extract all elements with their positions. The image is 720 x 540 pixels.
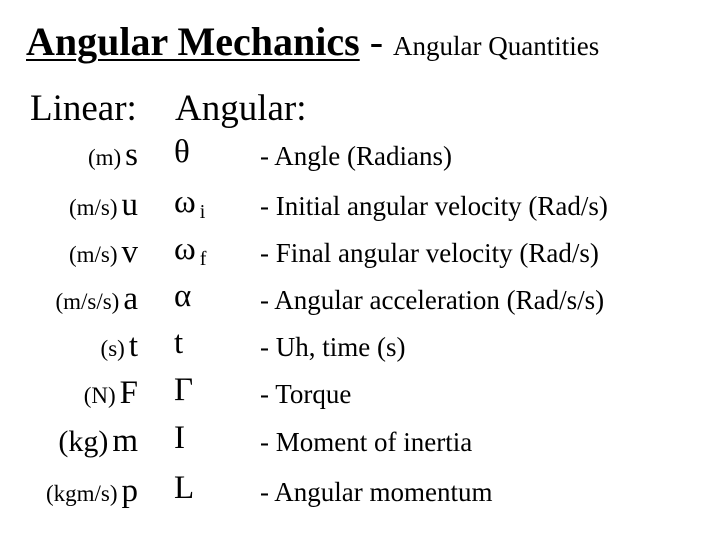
linear-quantity bbox=[69, 236, 138, 269]
linear-symbol: s bbox=[125, 137, 138, 173]
quantity-row-initial-angular-velocity bbox=[0, 182, 720, 228]
linear-unit: (s) bbox=[100, 336, 125, 361]
slide-title bbox=[26, 19, 600, 64]
quantity-description: - Angular momentum bbox=[260, 477, 493, 507]
linear-symbol: a bbox=[123, 281, 138, 317]
title-subtitle: Angular Quantities bbox=[393, 31, 600, 61]
angular-symbol bbox=[174, 422, 189, 458]
linear-symbol: F bbox=[119, 375, 138, 411]
angular-header: Angular: bbox=[175, 88, 307, 129]
linear-unit: (N) bbox=[83, 383, 116, 408]
angular-symbol-text: t bbox=[174, 325, 184, 361]
linear-quantity bbox=[55, 283, 138, 316]
angular-symbol bbox=[174, 280, 195, 316]
linear-symbol: t bbox=[128, 328, 138, 364]
angular-symbol bbox=[174, 136, 194, 172]
quantity-row-time bbox=[0, 323, 720, 369]
linear-unit: (m/s) bbox=[68, 242, 118, 267]
linear-quantity bbox=[69, 189, 138, 222]
linear-quantity bbox=[46, 475, 138, 508]
title-separator: - bbox=[359, 19, 394, 64]
quantity-row-torque bbox=[0, 370, 720, 416]
angular-symbol bbox=[174, 186, 205, 222]
linear-quantity bbox=[101, 330, 138, 363]
angular-symbol bbox=[174, 374, 197, 410]
linear-symbol: u bbox=[121, 187, 138, 223]
quantity-row-angle bbox=[0, 132, 720, 178]
linear-symbol: v bbox=[121, 234, 138, 270]
angular-symbol-text: Γ bbox=[174, 372, 194, 408]
quantity-description: - Initial angular velocity (Rad/s) bbox=[260, 191, 608, 221]
linear-unit: (m) bbox=[87, 145, 122, 170]
linear-quantity bbox=[84, 377, 138, 410]
linear-unit: (m/s/s) bbox=[55, 289, 120, 314]
angular-symbol bbox=[174, 233, 206, 269]
angular-subscript: f bbox=[199, 248, 207, 270]
quantity-description: - Moment of inertia bbox=[260, 427, 473, 457]
linear-unit: (kgm/s) bbox=[45, 481, 118, 506]
linear-quantity bbox=[88, 139, 138, 172]
linear-header: Linear: bbox=[30, 88, 137, 129]
angular-symbol-text: I bbox=[174, 420, 185, 456]
linear-symbol: m bbox=[112, 423, 138, 459]
quantity-row-moment-of-inertia bbox=[0, 418, 720, 464]
linear-quantity bbox=[58, 425, 138, 458]
linear-unit: (m/s) bbox=[68, 195, 118, 220]
angular-symbol-text: ω bbox=[174, 184, 196, 220]
quantity-description: - Angle (Radians) bbox=[260, 141, 452, 171]
linear-symbol: p bbox=[121, 473, 138, 509]
angular-symbol-text: ω bbox=[174, 231, 196, 267]
angular-subscript: i bbox=[199, 201, 206, 223]
angular-symbol-text: θ bbox=[174, 134, 190, 170]
quantity-description: - Uh, time (s) bbox=[260, 332, 406, 362]
angular-symbol bbox=[174, 327, 187, 363]
angular-symbol bbox=[174, 472, 198, 508]
quantity-row-angular-acceleration bbox=[0, 276, 720, 322]
quantity-description: - Final angular velocity (Rad/s) bbox=[260, 238, 599, 268]
angular-symbol-text: L bbox=[174, 470, 195, 506]
quantity-description: - Torque bbox=[260, 379, 352, 409]
angular-symbol-text: α bbox=[174, 278, 192, 314]
title-main: Angular Mechanics bbox=[26, 19, 360, 64]
quantity-row-final-angular-velocity bbox=[0, 229, 720, 275]
quantity-row-angular-momentum bbox=[0, 468, 720, 514]
linear-unit: (kg) bbox=[58, 425, 109, 458]
quantity-description: - Angular acceleration (Rad/s/s) bbox=[260, 285, 605, 315]
